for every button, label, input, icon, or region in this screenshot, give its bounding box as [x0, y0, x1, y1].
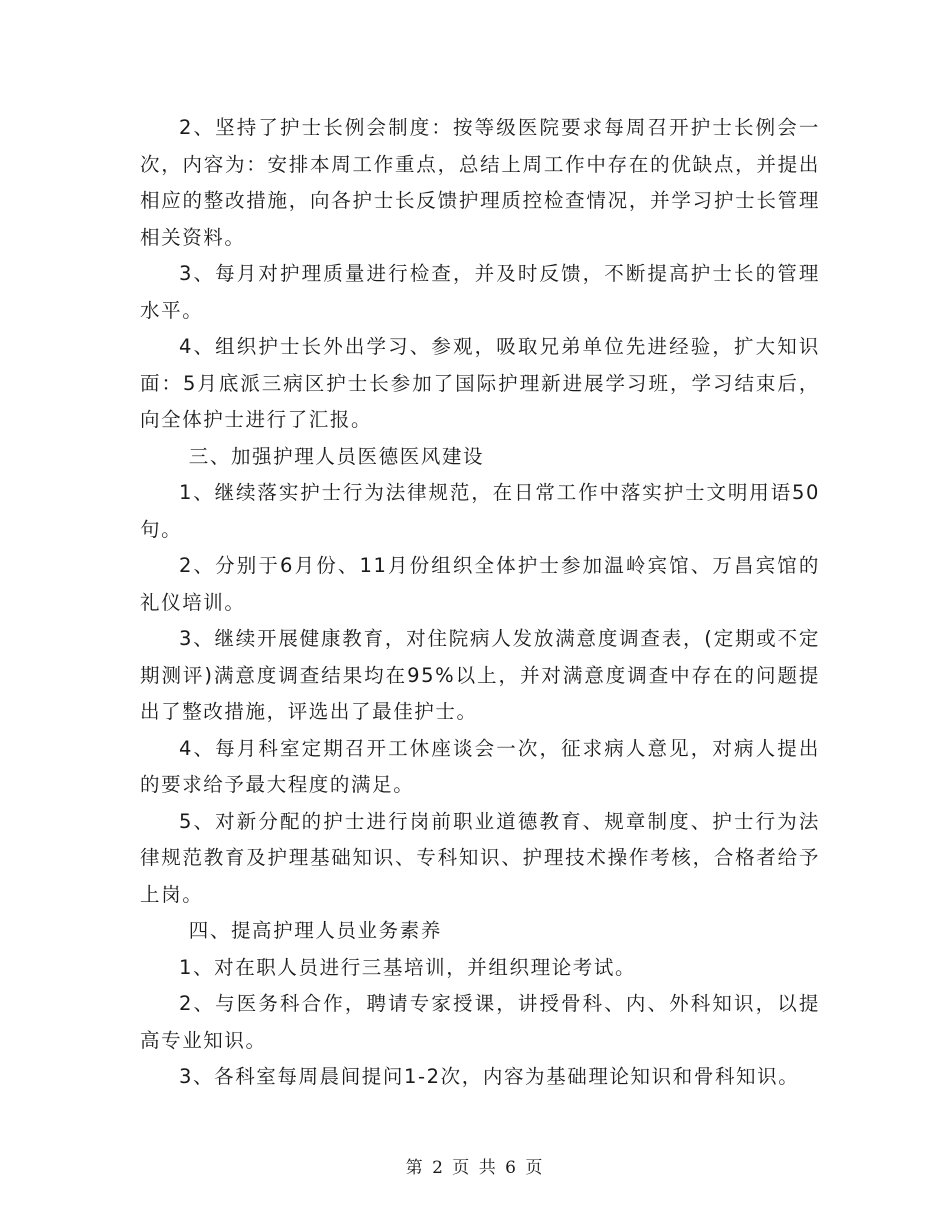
section-heading-4: 四、提高护理人员业务素养 — [188, 919, 442, 942]
paragraph-item-2-meeting: 2、坚持了护士长例会制度：按等级医院要求每周召开护士长例会一次，内容为：安排本周工作重点，总结上周工作中存在的优缺点，并提出相应的整改措施，向各护士长反馈护理质控检查情况，并学习护士长管理相关资料。 — [140, 116, 820, 249]
paragraph-item-3-health-education: 3、继续开展健康教育，对住院病人发放满意度调查表，(定期或不定期测评)满意度调查结果均在95%以上，并对满意度调查中存在的问题提出了整改措施，评选出了最佳护士。 — [140, 627, 820, 723]
paragraph-item-2-lectures: 2、与医务科合作，聘请专家授课，讲授骨科、内、外科知识，以提高专业知识。 — [140, 992, 820, 1052]
document-body — [140, 110, 820, 1096]
paragraph-item-1-conduct: 1、继续落实护士行为法律规范，在日常工作中落实护士文明用语50句。 — [140, 481, 820, 541]
paragraph-item-3-quality-check: 3、每月对护理质量进行检查，并及时反馈，不断提高护士长的管理水平。 — [140, 262, 820, 322]
page-footer: 第 2 页 共 6 页 — [405, 1158, 545, 1178]
paragraph-item-1-training: 1、对在职人员进行三基培训，并组织理论考试。 — [179, 955, 637, 979]
paragraph-item-3-morning-quiz: 3、各科室每周晨间提问1-2次，内容为基础理论知识和骨科知识。 — [179, 1065, 800, 1088]
paragraph-item-5-onboarding: 5、对新分配的护士进行岗前职业道德教育、规章制度、护士行为法律规范教育及护理基础知识、专科知识、护理技术操作考核，合格者给予上岗。 — [140, 809, 820, 906]
paragraph-item-4-study-visit: 4、组织护士长外出学习、参观，吸取兄弟单位先进经验，扩大知识面：5月底派三病区护士长参加了国际护理新进展学习班，学习结束后，向全体护士进行了汇报。 — [140, 335, 820, 431]
paragraph-item-4-forum: 4、每月科室定期召开工休座谈会一次，征求病人意见，对病人提出的要求给予最大程度的满足。 — [140, 736, 820, 796]
section-heading-3: 三、加强护理人员医德医风建设 — [188, 444, 485, 468]
paragraph-item-2-etiquette: 2、分别于6月份、11月份组织全体护士参加温岭宾馆、万昌宾馆的礼仪培训。 — [140, 554, 820, 614]
